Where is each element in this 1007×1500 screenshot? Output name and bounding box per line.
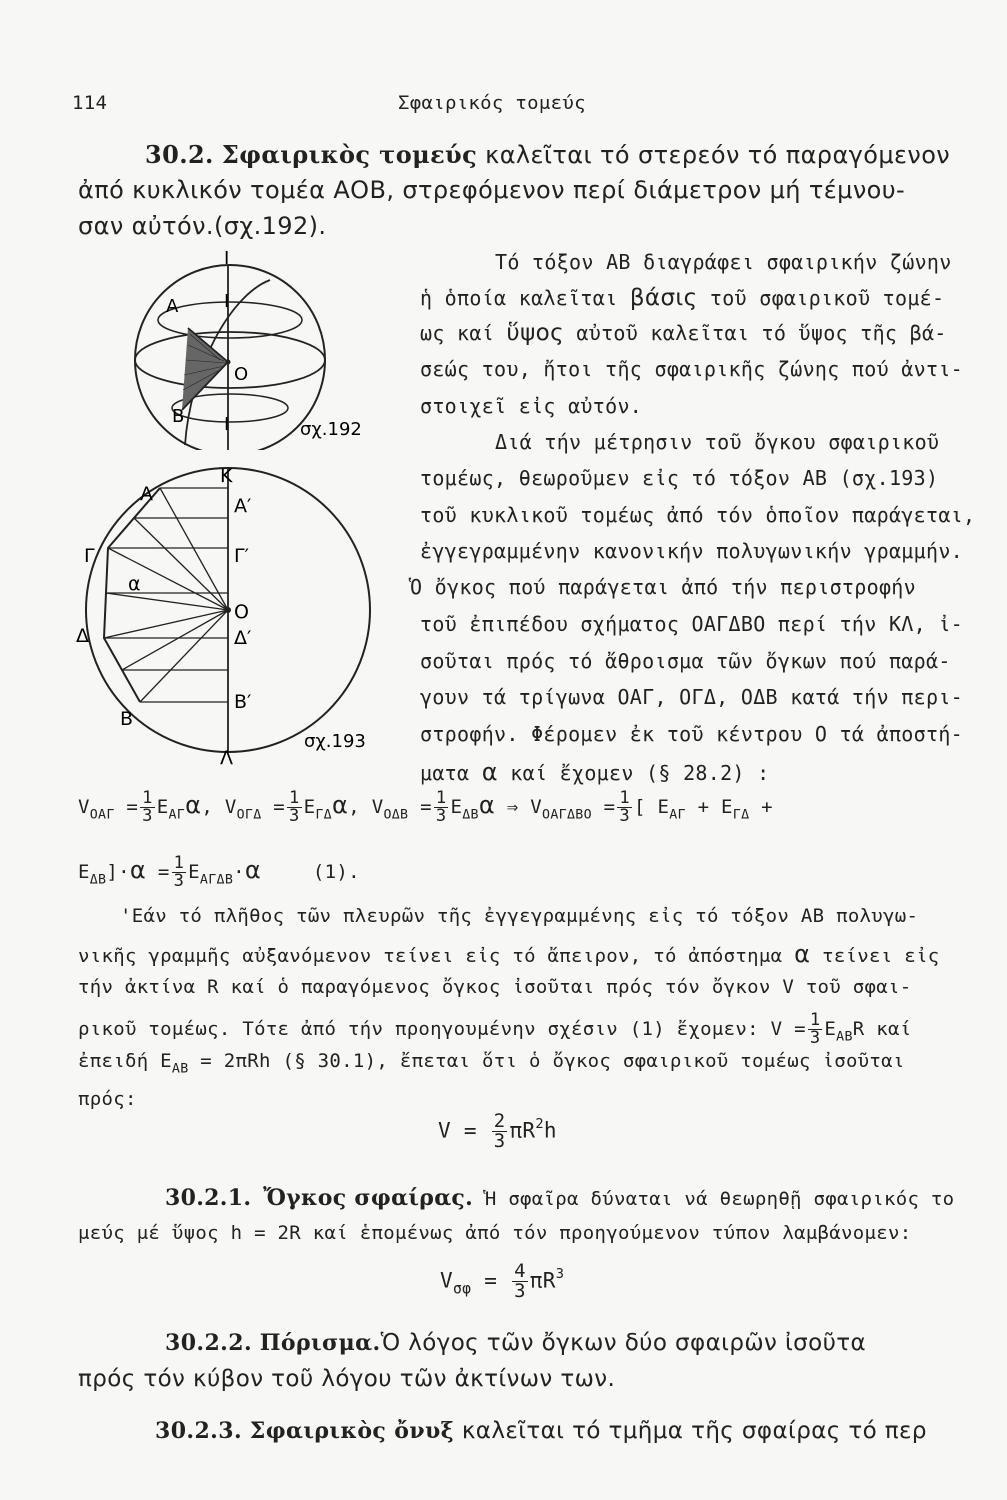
section-30-2-2-line1	[165, 1330, 866, 1356]
text-span: 3	[493, 1129, 506, 1152]
rc-line-9: ἐγγεγραμμένην κανονικήν πολυγωνικήν γραμμήν.	[420, 539, 964, 563]
rc-line-8: τοῦ κυκλικοῦ τομέως ἀπό τόν ὁποῖον παράγεται,	[420, 503, 976, 527]
section-30-2-1-line1	[165, 1185, 954, 1211]
fig193-label: Κ	[220, 465, 233, 487]
text-span: E	[188, 861, 200, 884]
text-span: ΑΓ	[669, 807, 686, 823]
fig192-label: Β	[172, 406, 185, 427]
text-span: h	[543, 1118, 557, 1143]
text-span: V	[440, 1268, 453, 1293]
fig193-label: Ο	[234, 601, 249, 623]
text-span: καί	[876, 1018, 912, 1041]
text-span: 3	[289, 806, 300, 827]
text-span: ΓΔ	[315, 807, 332, 823]
text-span: 4	[514, 1260, 526, 1282]
text-span: α	[244, 856, 262, 885]
text-span: Ὁ λόγος τῶν ὄγκων δύο σφαιρῶν ἰσοῦτα	[380, 1330, 867, 1356]
text-span: 30.2.3.	[155, 1418, 243, 1444]
equation-number: (1).	[312, 861, 360, 884]
p2-line-1: 'Εάν τό πλῆθος τῶν πλευρῶν τῆς ἐγγεγραμμένης εἰς τό τόξον ΑΒ πολυγω-	[120, 905, 919, 927]
text-span: E	[156, 796, 169, 819]
text-span: 3	[619, 806, 630, 827]
text-span: ματα	[420, 761, 470, 785]
text-span: 1	[809, 1010, 821, 1030]
text-span: 3	[514, 1279, 526, 1302]
rc-line-15	[420, 758, 769, 786]
figure-193	[60, 460, 400, 765]
fig193-caption: σχ.193	[304, 731, 366, 752]
text-span: ΔΒ	[462, 807, 479, 823]
text-span: E	[78, 861, 90, 884]
running-title: Σφαιρικός τομεύς	[398, 92, 586, 114]
p2-line-6: πρός:	[78, 1088, 137, 1110]
rc-line-4: σεώς του, ἤτοι τῆς σφαιρικῆς ζώνης πού ἀντι-	[420, 357, 964, 381]
text-span: 2	[535, 1115, 544, 1132]
fig192-label: Α	[166, 296, 179, 317]
text-span: V	[371, 796, 384, 819]
formula-volumes-cont: $E_{\Delta B}]\cdot\alpha$ = $\frac{1}{3}$ $E_{A\Gamma\Delta B}\cdot\alpha$ (1).	[78, 853, 360, 892]
section-text: καλεῖται τό στερεόν τό παραγόμενον	[485, 141, 951, 169]
text-span: Ὄγκος σφαίρας.	[263, 1185, 474, 1211]
text-span: πR	[529, 1268, 556, 1293]
text-span: καλεῖται τό τμῆμα τῆς σφαίρας τό περ	[461, 1418, 927, 1444]
text-span: 2	[493, 1110, 506, 1132]
text-span: 3	[142, 806, 153, 827]
fig192-label: Ι	[224, 291, 230, 312]
fig193-label: Γ	[84, 545, 95, 567]
text-span: ΟΔΒ	[383, 807, 409, 823]
text-span: E	[657, 796, 670, 819]
text-span: V	[530, 796, 543, 819]
fig192-label: Ο	[234, 364, 249, 385]
text-span: 3	[435, 806, 447, 827]
fig193-label: Β	[120, 708, 134, 730]
section-number: 30.2.	[145, 140, 214, 169]
fig192-label: Ι	[224, 250, 230, 269]
text-span: =	[484, 1268, 498, 1293]
text-span: 30.2.2.	[165, 1330, 253, 1356]
rc-line-7: τομέως, θεωροῦμεν εἰς τό τόξον ΑΒ (σχ.193)	[420, 466, 939, 490]
term-height: ὕψος	[506, 320, 565, 346]
sphere-volume-formula	[440, 1262, 564, 1301]
rc-line-3	[420, 320, 947, 346]
text-span: 1	[435, 788, 447, 808]
fig193-label: Δ′	[234, 627, 252, 649]
section-30-2-line1	[145, 140, 950, 169]
text-span: Πόρισμα.	[259, 1330, 381, 1356]
text-span: ΑΓΔΒ	[199, 872, 234, 888]
p2-line-4: ρικοῦ τομέως. Τότε ἀπό τήν προηγουμένην σχέσιν (1) ἔχομεν: V = $\frac{1}{3}$ $E_{AB}R$ καί	[78, 1010, 912, 1049]
fig192-label: Ι	[224, 414, 230, 435]
fig193-label: Α	[140, 483, 153, 505]
figure-192	[120, 250, 410, 450]
fig193-label: Α′	[234, 495, 252, 517]
p2-line-5: ἐπειδή $E_{AB} = 2\pi Rh$ (§ 30.1), ἔπεται ὅτι ὁ ὄγκος σφαιρικοῦ τομέως ἰσοῦται	[78, 1050, 905, 1077]
fig193-label: α	[128, 573, 141, 595]
text-span: 1	[173, 853, 185, 873]
text-span: ἐπειδή	[78, 1050, 149, 1072]
rc-line-6: Διά τήν μέτρησιν τοῦ ὄγκου σφαιρικοῦ	[495, 430, 940, 454]
text-span: ΟΓΔ	[236, 807, 262, 823]
text-span: 1	[619, 788, 630, 808]
text-span: α	[185, 791, 202, 820]
text-span: 3	[555, 1265, 565, 1282]
text-span: ΟΑΓ	[89, 807, 115, 823]
text-span: E	[450, 796, 463, 819]
text-span: α	[129, 856, 147, 885]
fig192-caption: σχ.192	[300, 419, 362, 440]
text-span: τοῦ σφαιρικοῦ τομέ-	[709, 286, 945, 310]
text-span: 3	[809, 1028, 821, 1049]
rc-line-10: Ὁ ὄγκος πού παράγεται ἀπό τήν περιστροφήν	[410, 575, 916, 599]
fig193-label: Γ′	[234, 545, 249, 567]
text-span: α	[794, 940, 811, 968]
p2-line-3: τήν ἀκτίνα R καί ὁ παραγόμενος ὄγκος ἰσοῦται πρός τόν ὄγκον V τοῦ σφαι-	[78, 976, 912, 998]
p2-line-2	[78, 940, 939, 968]
rc-line-12: σοῦται πρός τό ἄθροισμα τῶν ὄγκων πού παρά-	[420, 649, 951, 673]
rc-line-14: στροφήν. Φέρομεν ἐκ τοῦ κέντρου Ο τά ἀποστή-	[420, 722, 964, 746]
rc-line-1: Τό τόξον ΑΒ διαγράφει σφαιρικήν ζώνην	[495, 250, 952, 274]
text-span: E	[303, 796, 316, 819]
section-30-2-2-line2: πρός τόν κύβον τοῦ λόγου τῶν ἀκτίνων των.	[78, 1366, 616, 1392]
rc-line-2	[420, 285, 944, 311]
sector-volume-formula	[438, 1112, 557, 1151]
term-basis: βάσις	[629, 285, 698, 311]
text-span: τείνει εἰς	[822, 945, 940, 967]
text-span: 1	[142, 788, 153, 808]
text-span: Ἡ σφαῖρα δύναται νά θεωρηθῇ σφαιρικός το	[484, 1188, 955, 1210]
text-span: = 2πRh (§ 30.1), ἔπεται ὅτι ὁ ὄγκος σφαιρικοῦ τομέως ἰσοῦται	[200, 1050, 905, 1072]
text-span: 3	[173, 871, 185, 892]
text-span: α	[331, 791, 349, 820]
text-span: ΔΒ	[89, 872, 107, 888]
fig193-label: Β′	[234, 691, 252, 713]
text-span: 30.2.1.	[165, 1185, 252, 1211]
rc-line-11: τοῦ ἐπιπέδου σχήματος ΟΑΓΔΒΟ περί τήν ΚΛ, ἰ-	[420, 612, 964, 636]
rc-line-13: γουν τά τρίγωνα ΟΑΓ, ΟΓΔ, ΟΔΒ κατά τήν περι-	[420, 685, 964, 709]
text-span: ως καί	[420, 321, 495, 345]
text-span: ρικοῦ τομέως. Τότε ἀπό τήν προηγουμένην σχέσιν (1) ἔχομεν: V =	[78, 1018, 806, 1041]
section-30-2-line3: σαν αὐτόν.(σχ.192).	[78, 212, 327, 240]
text-span: V =	[438, 1118, 477, 1143]
text-span: σφ	[452, 1280, 472, 1298]
text-span: αὐτοῦ καλεῖται τό ὕψος τῆς βά-	[576, 321, 947, 345]
page-number: 114	[72, 92, 108, 114]
text-span: 1	[289, 788, 300, 808]
formula-volumes: $V_{OA\Gamma}$ = $\frac{1}{3}$ $E_{A\Gamma}\alpha$, $V_{O\Gamma\Delta}$ = $\frac{1}{3}$ $E_{\Gamma\Delta}\alpha$, $V_{O\Delta B}$ = $\frac{1}{3}$ $E_{\Delta B}\alpha$ ⇒ $V_{OA\Gamma\Delta BO}$ = $\frac{1}{3}$ [ $E_{A\Gamma} + E_{\Gamma\Delta}$ +	[78, 788, 773, 827]
text-span: ΓΔ	[732, 807, 750, 823]
text-span: Σφαιρικὸς ὄνυξ	[249, 1418, 455, 1444]
text-span: ⇒	[506, 796, 519, 819]
section-30-2-3-line1	[155, 1418, 927, 1444]
section-30-2-line2: ἀπό κυκλικόν τομέα ΑΟΒ, στρεφόμενον περί διάμετρον μή τέμνου-	[78, 176, 906, 204]
section-30-2-1-line2: μεύς μέ ὕψος h = 2R καί ἑπομένως ἀπό τόν προηγούμενον τύπον λαμβάνομεν:	[78, 1222, 912, 1244]
alpha-symbol: α	[481, 758, 498, 786]
text-span: ἡ ὁποία καλεῖται	[420, 286, 618, 310]
rc-line-5: στοιχεῖ εἰς αὐτόν.	[420, 394, 643, 418]
fig193-label: Λ	[220, 747, 233, 765]
fig193-label: Δ	[76, 625, 89, 647]
text-span: καί ἔχομεν (§ 28.2) :	[510, 761, 770, 785]
text-span: V	[224, 796, 237, 819]
text-span: α	[478, 791, 496, 820]
text-span: νικῆς γραμμῆς αὐξανόμενον τείνει εἰς τό ἄπειρον, τό ἀπόστημα	[78, 945, 783, 967]
text-span: E	[721, 796, 733, 819]
text-span: ΑΓ	[168, 807, 186, 823]
text-span: ΟΑΓΔΒΟ	[542, 807, 592, 823]
text-span: V	[78, 796, 90, 819]
section-title: Σφαιρικὸς τομεύς	[221, 140, 478, 169]
text-span: πR	[509, 1118, 536, 1143]
